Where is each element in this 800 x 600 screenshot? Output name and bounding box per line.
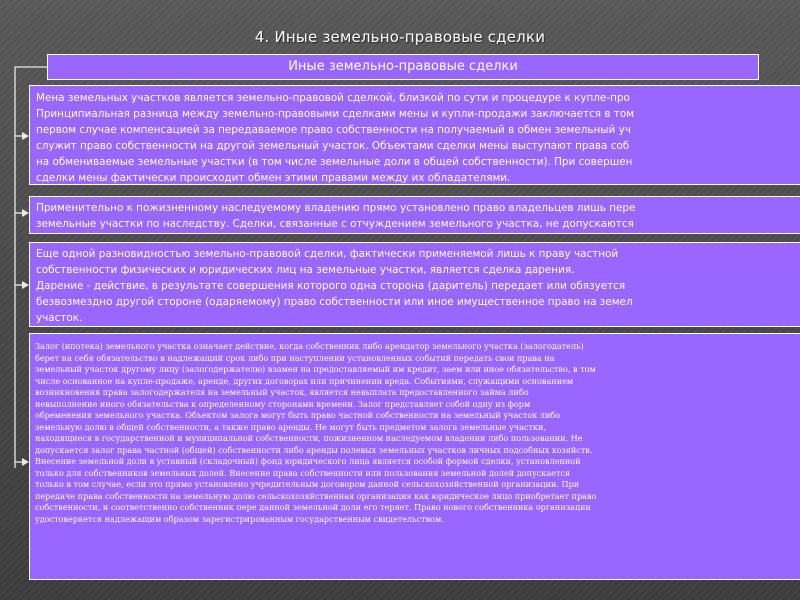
text-line: допускается залог права частной (общей) собственности либо аренды полевых земельных участков личных подсобных хозяйств. xyxy=(35,444,593,455)
text-line: берет на себя обязательство в надлежащий срок либо при наступлении установленных событий передать свои права на xyxy=(35,352,555,363)
text-line: возникновения права залогодержателя на земельный участок, является невыплата предоставленного займа либо xyxy=(35,387,529,397)
arrow-right-icon xyxy=(22,281,29,289)
text-line: Внесение земельной доли в уставный (складочный) фонд юридического лица является особой формой сделки, установленной xyxy=(35,456,581,466)
text-line: Применительно к пожизненному наследуемому владению прямо установлено право владельцев лишь пере xyxy=(36,202,636,214)
barter-text-block xyxy=(29,85,800,185)
arrow-right-icon xyxy=(22,458,29,466)
text-line: удостоверяется надлежащим образом зарегистрированным государственным свидетельством. xyxy=(35,513,444,524)
text-line: обременения земельного участка. Объектом залога могут быть право частной собственности на земельный участок либо xyxy=(35,410,561,420)
text-line: сделки мены фактически происходит обмен этими правами между их обладателями. xyxy=(36,172,511,184)
text-line: невыполнение иного обязательства к определенному сторонами времени. Залог представляет собой одну из форм xyxy=(35,398,531,409)
slide-title: 4. Иные земельно-правовые сделки xyxy=(254,28,546,46)
text-line: собственности физических и юридических лиц на земельные участки, является сделка дарения. xyxy=(36,264,575,276)
donation-text-block xyxy=(29,242,800,327)
text-line: земельные участки по наследству. Сделки, связанные с отчуждением земельного участка, не допускаются xyxy=(36,218,634,230)
header-box: Иные земельно-правовые сделки xyxy=(47,54,759,80)
text-line: служит право собственности на другой земельный участок. Объектами сделки мены выступают права соб xyxy=(36,140,630,152)
text-line: безвозмездно другой стороне (одаряемому) право собственности или иное имущественное право на земел xyxy=(36,296,633,308)
text-line: только для собственников земельных долей. Внесение права собственности или пользования земельной долей допускается xyxy=(35,467,571,478)
text-line: собственности, и соответственно собственник пере данной земельной доли его теряет. Право нового собственника организации xyxy=(35,502,591,512)
text-line: земельную долю в общей собственности, а также право аренды. Не могут быть предметом залога земельные участки, xyxy=(35,421,546,432)
text-line: Мена земельных участков является земельно-правовой сделкой, близкой по сути и процедуре к купле-про xyxy=(36,92,630,104)
text-line: только в том случае, если это прямо установлено учредительным договором данной сельскохозяйственной организации. При xyxy=(35,479,580,489)
text-line: находящиеся в государственной и муниципальной собственности, пожизненном наследуемом владении либо пользовании. Не xyxy=(35,433,583,443)
arrow-right-icon xyxy=(22,132,29,140)
text-line: земельный участок другому лицу (залогодержателю) взамен на предоставляемый им кредит, заем или иное обязательство, в том xyxy=(35,364,596,374)
text-line: Еще одной разновидностью земельно-правовой сделки, фактически применяемой лишь к праву частной xyxy=(36,248,619,260)
text-line: Дарение - действие, в результате совершения которого одна сторона (даритель) передает или обязуется xyxy=(36,280,626,292)
text-line: числе основанное на купле-продаже, аренде, других договорах или причинении вреда. Событиями, служащими основанием xyxy=(35,375,574,386)
text-line: на обмениваемые земельные участки (в том числе земельные доли в общей собственности). При совершен xyxy=(36,156,633,168)
text-line: Залог (ипотека) земельного участка означает действие, когда собственник либо арендатор земельного участка (залогодатель) xyxy=(35,341,584,351)
lifetime-possession-text-block xyxy=(29,196,800,234)
text-line: первом случае компенсацией за передаваемое право собственности на получаемый в обмен земельный уч xyxy=(36,124,631,136)
arrow-right-icon xyxy=(22,209,29,217)
text-line: передаче права собственности на земельную долю сельскохозяйственная организация как юридическое лицо приобретает право xyxy=(35,490,597,501)
text-line: Принципиальная разница между земельно-правовыми сделками мены и купли-продажи заключается в том xyxy=(36,108,635,120)
pledge-text-block xyxy=(29,333,800,580)
text-line: участок. xyxy=(36,312,83,324)
